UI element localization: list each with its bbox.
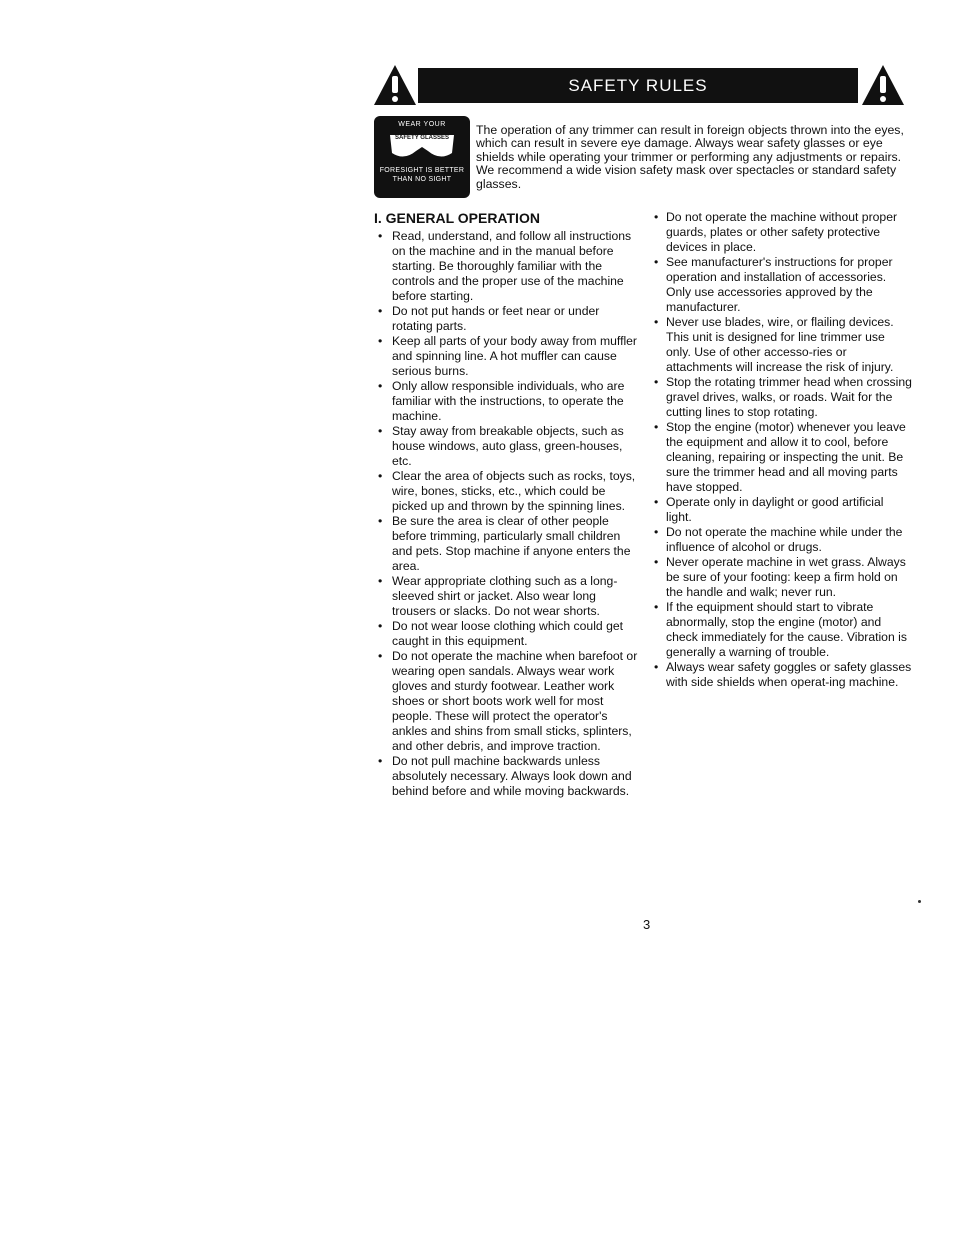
bullet-icon: • — [654, 210, 659, 224]
bullet-icon: • — [378, 379, 383, 393]
right-rules-list — [650, 210, 912, 690]
list-item — [650, 420, 912, 495]
rule-text: Operate only in daylight or good artificial light. — [666, 495, 884, 524]
list-item — [650, 600, 912, 660]
safety-rules-header — [372, 62, 910, 110]
list-item — [650, 525, 912, 555]
bullet-icon: • — [378, 574, 383, 588]
bullet-icon: • — [378, 469, 383, 483]
rule-text: Do not operate the machine while under the influence of alcohol or drugs. — [666, 525, 903, 554]
warning-triangle-icon — [860, 62, 906, 108]
list-item — [374, 619, 640, 649]
right-column — [650, 210, 912, 690]
rule-text: Read, understand, and follow all instructions on the machine and in the manual before starting. Be thoroughly familiar with the controls and the proper use of the machine before starting. — [392, 229, 632, 303]
stray-mark — [918, 900, 921, 903]
rule-text: Do not operate the machine when barefoot or wearing open sandals. Always wear work gloves and sturdy footwear. Leather work shoes or short boots work well for most people. These will protect the operator's ankles and shins from small sticks, splinters, and other debris, and improve traction. — [392, 649, 638, 753]
rule-text: Never use blades, wire, or flailing devices. This unit is designed for line trimmer use only. Use of other accesso-ries or attachments will increase the risk of injury. — [666, 315, 894, 374]
rule-text: Stay away from breakable objects, such as house windows, auto glass, green-houses, etc. — [392, 424, 624, 468]
bullet-icon: • — [378, 649, 383, 663]
bullet-icon: • — [654, 600, 659, 614]
page-title: SAFETY RULES — [568, 75, 708, 95]
rule-text: Keep all parts of your body away from muffler and spinning line. A hot muffler can cause serious burns. — [392, 334, 637, 378]
badge-bottom-line1: FORESIGHT IS BETTER — [379, 167, 465, 174]
rule-text: Wear appropriate clothing such as a long-sleeved shirt or jacket. Also wear long trousers or slacks. Do not wear shorts. — [392, 574, 618, 618]
list-item — [374, 754, 640, 799]
bullet-icon: • — [378, 754, 383, 768]
bullet-icon: • — [654, 420, 659, 434]
badge-bottom-line2: THAN NO SIGHT — [392, 176, 452, 183]
left-rules-list — [374, 229, 640, 799]
bullet-icon: • — [378, 334, 383, 348]
intro-paragraph: The operation of any trimmer can result in foreign objects thrown into the eyes, which can result in severe eye damage. Always wear safety glasses or eye shields while operating your trimmer or performing any adjustments or repairs. We recommend a wide vision safety mask over spectacles or standard safety glasses. — [476, 123, 904, 191]
list-item — [374, 379, 640, 424]
bullet-icon: • — [654, 375, 659, 389]
rule-text: Stop the engine (motor) whenever you leave the equipment and allow it to cool, before cleaning, repairing or inspecting the unit. Be sure the trimmer head and all moving parts have stopped. — [666, 420, 906, 494]
bullet-icon: • — [378, 619, 383, 633]
bullet-icon: • — [654, 315, 659, 329]
rule-text: Always wear safety goggles or safety glasses with side shields when operat-ing machine. — [666, 660, 912, 689]
header-bar — [418, 68, 858, 103]
list-item — [650, 255, 912, 315]
list-item — [374, 469, 640, 514]
list-item — [650, 375, 912, 420]
bullet-icon: • — [378, 304, 383, 318]
list-item — [650, 660, 912, 690]
badge-bottom-text — [374, 166, 470, 184]
list-item — [374, 424, 640, 469]
rule-text: Stop the rotating trimmer head when crossing gravel drives, walks, or roads. Wait for the cutting lines to stop rotating. — [666, 375, 912, 419]
badge-middle-text: SAFETY GLASSES — [395, 135, 449, 141]
list-item — [374, 574, 640, 619]
bullet-icon: • — [378, 514, 383, 528]
list-item — [374, 304, 640, 334]
rule-text: See manufacturer's instructions for proper operation and installation of accessories. Only use accessories approved by the manufacturer. — [666, 255, 893, 314]
rule-text: Clear the area of objects such as rocks, toys, wire, bones, sticks, etc., which could be picked up and thrown by the spinning lines. — [392, 469, 636, 513]
bullet-icon: • — [654, 555, 659, 569]
rule-text: Never operate machine in wet grass. Always be sure of your footing: keep a firm hold on the handle and walk; never run. — [666, 555, 906, 599]
bullet-icon: • — [378, 229, 383, 243]
page-number: 3 — [643, 917, 651, 932]
bullet-icon: • — [654, 255, 659, 269]
rule-text: Be sure the area is clear of other people before trimming, particularly small children and pets. Stop machine if anyone enters the area. — [392, 514, 631, 573]
list-item — [374, 334, 640, 379]
rule-text: Only allow responsible individuals, who are familiar with the instructions, to operate the machine. — [392, 379, 625, 423]
warning-triangle-icon — [372, 62, 418, 108]
rule-text: Do not wear loose clothing which could get caught in this equipment. — [392, 619, 624, 648]
list-item — [650, 495, 912, 525]
list-item — [650, 210, 912, 255]
rule-text: Do not pull machine backwards unless absolutely necessary. Always look down and behind before and while moving backwards. — [392, 754, 632, 798]
rule-text: If the equipment should start to vibrate abnormally, stop the engine (motor) and check immediately for the cause. Vibration is generally a warning of trouble. — [666, 600, 907, 659]
bullet-icon: • — [654, 660, 659, 674]
safety-glasses-badge — [374, 116, 470, 198]
list-item — [374, 649, 640, 754]
rule-text: Do not operate the machine without proper guards, plates or other safety protective devices in place. — [666, 210, 898, 254]
list-item — [374, 229, 640, 304]
list-item — [650, 315, 912, 375]
list-item — [374, 514, 640, 574]
bullet-icon: • — [378, 424, 383, 438]
badge-top-text: WEAR YOUR — [398, 121, 446, 128]
section-title: I. GENERAL OPERATION — [374, 210, 540, 226]
rule-text: Do not put hands or feet near or under rotating parts. — [392, 304, 600, 333]
bullet-icon: • — [654, 495, 659, 509]
left-column — [374, 210, 640, 799]
list-item — [650, 555, 912, 600]
bullet-icon: • — [654, 525, 659, 539]
